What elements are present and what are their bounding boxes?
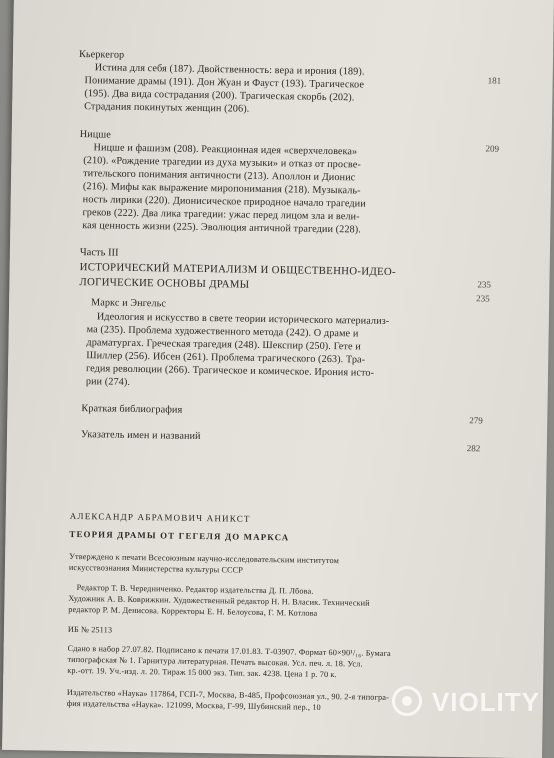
toc-page-kierkegaard: 181 <box>487 75 502 86</box>
toc-page-marx: 235 <box>476 293 490 304</box>
toc-line: Истина для себя (187). Двойственность: вера и ирония (189). <box>94 62 365 78</box>
colophon-editors: редактор Р. М. Денисова. Корректоры Е. Н. Белоусова, Г. М. Котлова <box>68 604 318 618</box>
toc-line: драматургах. Греческая трагедия (248). Шекспир (250). Гете и <box>86 337 361 353</box>
toc-line: (210). «Рождение трагедии из духа музыки» и отказ от просве- <box>83 155 361 171</box>
toc-line: Шиллер (256). Ибсен (261). Проблема трагического (263). Тра- <box>86 350 366 366</box>
toc-line: Ницше и фашизм (208). Реакционная идея «сверхчеловека» <box>93 142 358 158</box>
toc-line: кая ценность жизни (225). Эволюция античной трагедии (228). <box>82 220 362 236</box>
watermark: VIOLITY <box>431 687 540 717</box>
watermark-logo-icon <box>392 686 422 716</box>
toc-line: греков (222). Два лика трагедии: ужас перед лицом зла и вели- <box>82 207 360 223</box>
colophon-ib: ИБ № 25113 <box>67 624 113 635</box>
toc-part-label: Часть III <box>79 247 119 259</box>
toc-part-title: ЛОГИЧЕСКИЕ ОСНОВЫ ДРАМЫ <box>79 276 250 291</box>
colophon-approved: Утверждено к печати Всесоюзным научно-исследовательским институтом <box>69 551 340 566</box>
toc-line: Страдания покинутых женщин (206). <box>84 101 250 115</box>
toc-page-nietzsche: 209 <box>485 143 500 154</box>
toc-bibliography: Краткая библиография <box>81 403 183 416</box>
colophon-print: кр.-отт. 19. Уч.-изд. л. 20. Тираж 15 000 экз. Тип. зак. 4238. Цена 1 р. 70 к. <box>67 665 337 680</box>
colophon-print: типографская № 1. Гарнитура литературная. Печать высокая. Усл. печ. л. 18. Усл. <box>67 654 363 669</box>
toc-index: Указатель имен и названий <box>80 429 201 442</box>
colophon-author: АЛЕКСАНДР АБРАМОВИЧ АНИКСТ <box>69 510 251 524</box>
book-page <box>2 0 554 758</box>
toc-line: ма (235). Проблема художественного метода (242). О драме и <box>86 324 359 340</box>
colophon-editors: Художник А. В. Коврижкин. Художественный редактор Н. Н. Власик. Технический <box>68 593 370 608</box>
toc-line: Понимание драмы (191). Дон Жуан и Фауст (193). Трагическое <box>84 75 365 91</box>
colophon-print: Сдано в набор 27.07.82. Подписано к печати 17.01.83. Т-03907. Формат 60×90¹/₁₆. Бумага <box>67 643 391 659</box>
toc-page-part3: 235 <box>477 279 492 290</box>
toc-line: (216). Мифы как выражение миропонимания (218). Музыкаль- <box>82 181 361 197</box>
toc-line: гедия революции (266). Трагическое и комическое. Ирония исто- <box>85 363 375 379</box>
toc-line: рии (274). <box>85 376 131 388</box>
toc-line: Идеология и искусство в свете теории исторического материализ- <box>96 311 390 327</box>
colophon-approved: искусствознания Министерства культуры СССР <box>68 562 244 575</box>
toc-heading-kierkegaard: Кьеркегор <box>78 49 125 61</box>
toc-line: тительского понимания античности (213). Аполлон и Дионис <box>83 168 356 184</box>
colophon-publisher: Издательство «Наука» 117864, ГСП-7, Москва, В-485, Профсоюзная ул., 90. 2-я типогра- <box>66 687 390 702</box>
colophon-publisher: фия издательства «Наука». 121099, Москва, Г-99, Шубинский пер., 10 <box>66 698 321 712</box>
toc-page-bibliography: 279 <box>469 415 483 426</box>
toc-heading-marx: Маркс и Энгельс <box>91 297 167 310</box>
toc-line: (195). Два вида сострадания (200). Трагическая скорбь (202). <box>84 88 355 104</box>
colophon-title: ТЕОРИЯ ДРАМЫ ОТ ГЕГЕЛЯ ДО МАРКСА <box>69 528 290 543</box>
toc-part-title: ИСТОРИЧЕСКИЙ МАТЕРИАЛИЗМ И ОБЩЕСТВЕННО-ИДЕО- <box>79 261 397 279</box>
toc-page-index: 282 <box>466 443 481 454</box>
colophon-editors: Редактор Т. В. Чередниченко. Редактор издательства Д. П. Лбова. <box>76 583 314 596</box>
toc-heading-nietzsche: Ницше <box>79 129 111 141</box>
toc-line: ность лирики (220). Дионисическое природное начало трагедии <box>82 194 366 210</box>
